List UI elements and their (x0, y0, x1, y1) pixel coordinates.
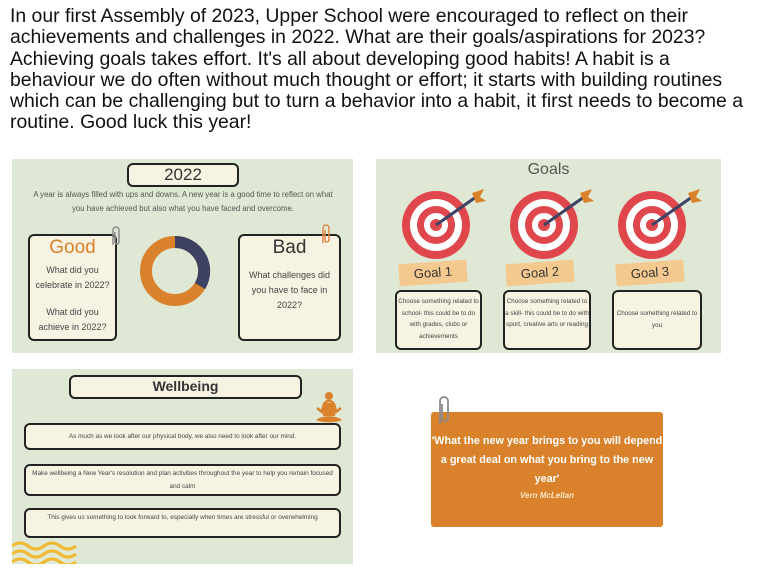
year-title: 2022 (127, 163, 239, 187)
wellbeing-item (24, 464, 341, 496)
wellbeing-text: This gives us something to look forward to, especially when times are stressful or overwhelming (47, 514, 318, 521)
wellbeing-text: Make wellbeing a New Year's resolution and plan activities throughout the year to help you remain focused and calm (32, 470, 333, 490)
goal-3-tag: Goal 3 (615, 260, 684, 287)
paperclip-icon (109, 225, 123, 249)
goal-3-text: Choose something related to you (616, 310, 698, 329)
goal-1-text: Choose something related to school- this could be to do with grades, clubs or achievements (398, 298, 479, 340)
slide-goals (376, 159, 721, 353)
slide-wellbeing (12, 369, 353, 564)
good-heading: Good (49, 237, 96, 258)
meditation-icon (314, 390, 344, 426)
good-bad-donut (138, 234, 212, 308)
wave-decoration (12, 534, 82, 564)
goal-1-card (395, 290, 482, 350)
target-icon (396, 185, 486, 260)
quote-card (431, 412, 663, 527)
goal-2-card (503, 290, 591, 350)
paperclip-icon (435, 394, 453, 428)
wellbeing-item (24, 423, 341, 450)
goal-2-text: Choose something related to a skill- this could be to do with sport, creative arts or reading (505, 298, 589, 328)
good-question-achieve: What did you achieve in 2022? (38, 307, 107, 332)
goals-title: Goals (527, 161, 570, 178)
bad-card (238, 234, 341, 341)
bad-heading: Bad (272, 237, 307, 258)
bad-question: What challenges did you have to face in 2022? (248, 270, 331, 310)
goal-1-tag: Goal 1 (398, 260, 467, 287)
target-icon (612, 185, 702, 260)
quote-text: 'What the new year brings to you will depend a great deal on what you bring to the new year' (431, 435, 663, 485)
goal-3-card (612, 290, 702, 350)
paperclip-icon (319, 223, 333, 247)
slide-2022 (12, 159, 353, 353)
quote-author: Vern McLellan (520, 491, 574, 500)
goal-2-tag: Goal 2 (505, 260, 574, 287)
good-question-celebrate: What did you celebrate in 2022? (35, 265, 110, 290)
slide-quote (372, 372, 722, 567)
year-description: A year is always filled with ups and downs. A new year is a good time to reflect on what you have achieved but also what you have faced and overcome. (33, 190, 333, 213)
target-icon (504, 185, 594, 260)
good-card (28, 234, 117, 341)
intro-paragraph: In our first Assembly of 2023, Upper School were encouraged to reflect on their achievements and challenges in 2022. What are their goals/aspirations for 2023? Achieving goals takes effort. It's all about developing good habits! A habit is a behaviour we do often without much thought or effort; it starts with building routines which can be challenging but to turn a behavior into a habit, it first needs to become a routine. Good luck this year! (10, 5, 743, 134)
wellbeing-title: Wellbeing (69, 375, 302, 399)
wellbeing-text: As much as we look after our physical body, we also need to look after our mind. (68, 433, 297, 440)
